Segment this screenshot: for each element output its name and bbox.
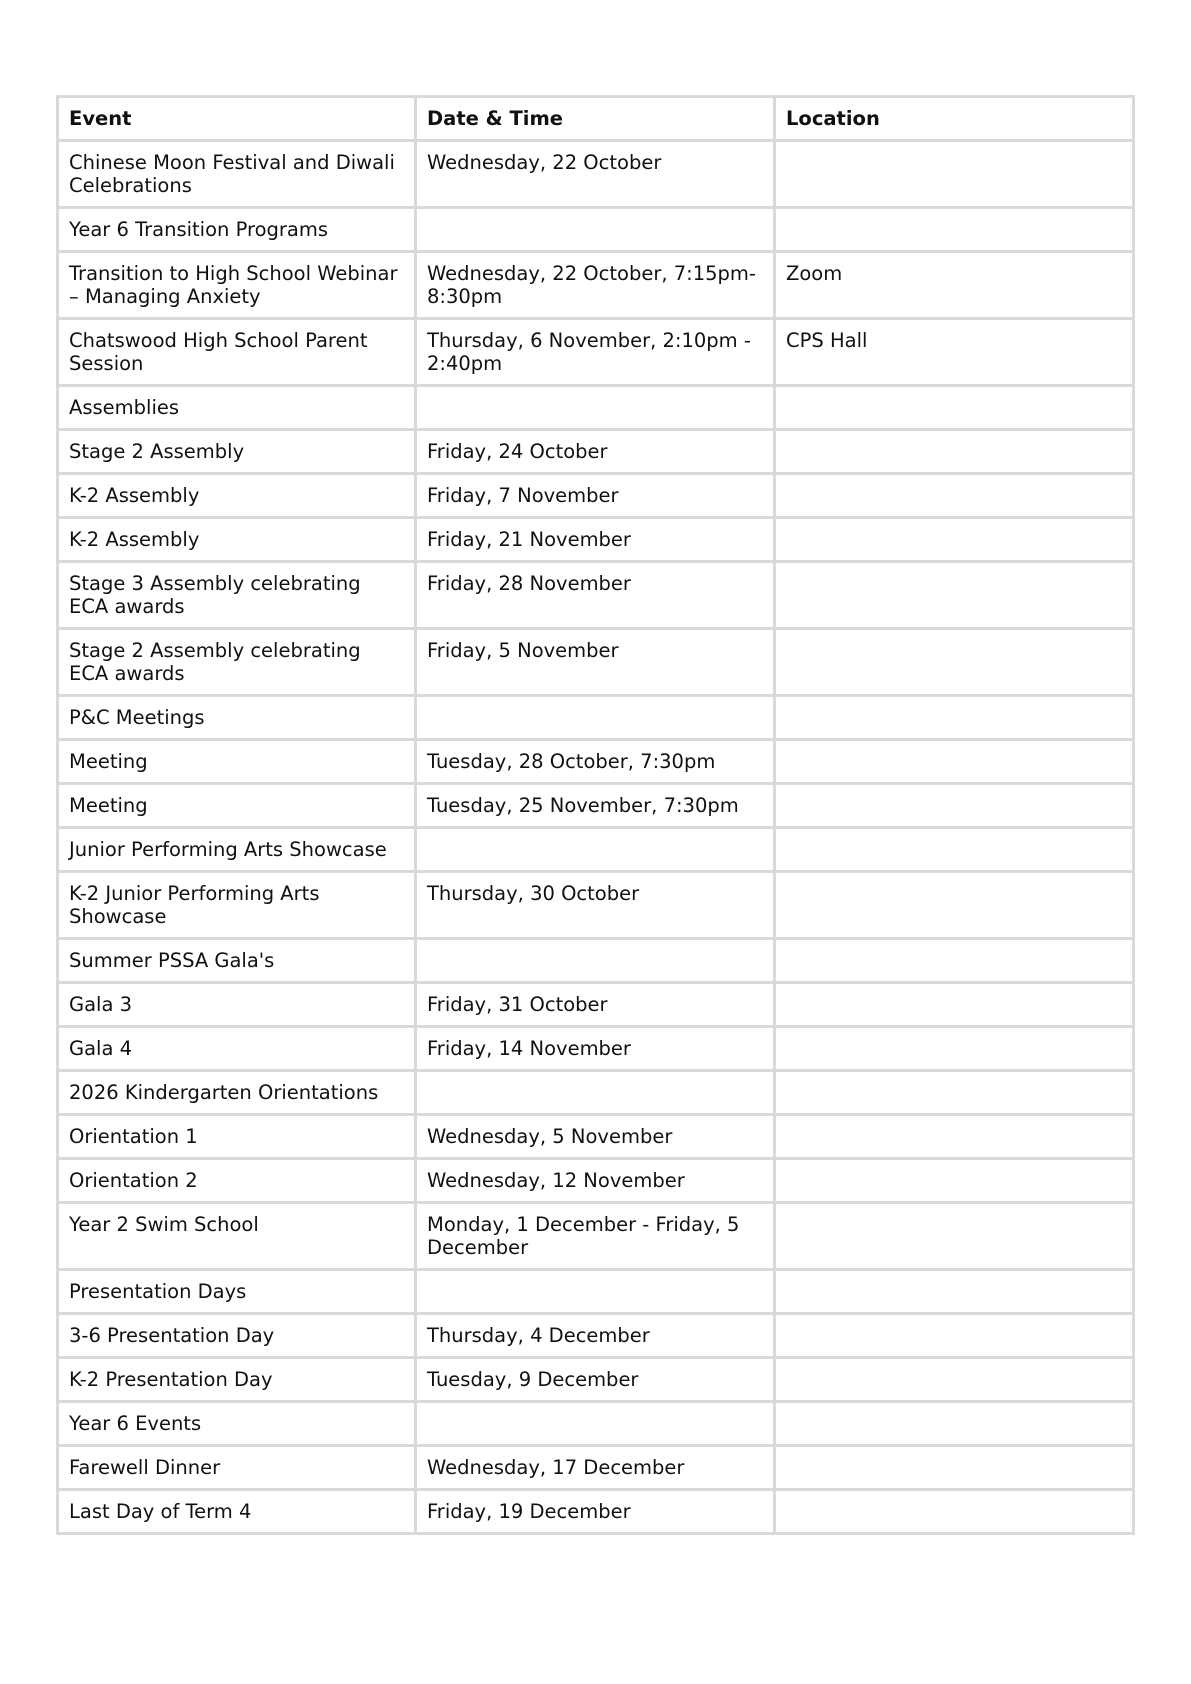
date-time-cell: Friday, 31 October bbox=[416, 983, 775, 1027]
table-row-section-heading bbox=[58, 1270, 1134, 1314]
event-cell: Orientation 1 bbox=[58, 1115, 416, 1159]
location-cell bbox=[775, 386, 1134, 430]
table-row bbox=[58, 1159, 1134, 1203]
table-row bbox=[58, 784, 1134, 828]
location-cell bbox=[775, 1115, 1134, 1159]
table-row bbox=[58, 562, 1134, 629]
event-cell: P&C Meetings bbox=[58, 696, 416, 740]
table-row bbox=[58, 1115, 1134, 1159]
event-cell: Stage 2 Assembly celebrating ECA awards bbox=[58, 629, 416, 696]
table-row bbox=[58, 252, 1134, 319]
event-cell: 3-6 Presentation Day bbox=[58, 1314, 416, 1358]
event-cell: Last Day of Term 4 bbox=[58, 1490, 416, 1534]
location-cell bbox=[775, 1358, 1134, 1402]
column-header-date-time: Date & Time bbox=[416, 97, 775, 141]
location-cell bbox=[775, 784, 1134, 828]
event-cell: Year 6 Transition Programs bbox=[58, 208, 416, 252]
event-cell: Stage 2 Assembly bbox=[58, 430, 416, 474]
date-time-cell: Wednesday, 17 December bbox=[416, 1446, 775, 1490]
table-row bbox=[58, 1446, 1134, 1490]
location-cell bbox=[775, 1446, 1134, 1490]
events-table bbox=[56, 95, 1135, 1535]
event-cell: Gala 4 bbox=[58, 1027, 416, 1071]
event-cell: Chinese Moon Festival and Diwali Celebrations bbox=[58, 141, 416, 208]
table-row bbox=[58, 474, 1134, 518]
location-cell bbox=[775, 1402, 1134, 1446]
date-time-cell bbox=[416, 828, 775, 872]
location-cell bbox=[775, 1203, 1134, 1270]
event-cell: 2026 Kindergarten Orientations bbox=[58, 1071, 416, 1115]
location-cell bbox=[775, 828, 1134, 872]
date-time-cell: Friday, 21 November bbox=[416, 518, 775, 562]
location-cell bbox=[775, 562, 1134, 629]
table-row bbox=[58, 319, 1134, 386]
date-time-cell: Friday, 7 November bbox=[416, 474, 775, 518]
event-cell: Meeting bbox=[58, 784, 416, 828]
event-cell: Year 2 Swim School bbox=[58, 1203, 416, 1270]
event-cell: Presentation Days bbox=[58, 1270, 416, 1314]
date-time-cell: Thursday, 30 October bbox=[416, 872, 775, 939]
table-row-section-heading bbox=[58, 828, 1134, 872]
location-cell bbox=[775, 1490, 1134, 1534]
date-time-cell bbox=[416, 1402, 775, 1446]
location-cell bbox=[775, 696, 1134, 740]
location-cell bbox=[775, 208, 1134, 252]
event-cell: Year 6 Events bbox=[58, 1402, 416, 1446]
date-time-cell: Tuesday, 25 November, 7:30pm bbox=[416, 784, 775, 828]
event-cell: Stage 3 Assembly celebrating ECA awards bbox=[58, 562, 416, 629]
table-row bbox=[58, 1027, 1134, 1071]
date-time-cell bbox=[416, 1071, 775, 1115]
table-row bbox=[58, 518, 1134, 562]
date-time-cell: Thursday, 6 November, 2:10pm - 2:40pm bbox=[416, 319, 775, 386]
date-time-cell: Monday, 1 December - Friday, 5 December bbox=[416, 1203, 775, 1270]
column-header-location: Location bbox=[775, 97, 1134, 141]
event-cell: Junior Performing Arts Showcase bbox=[58, 828, 416, 872]
event-cell: K-2 Assembly bbox=[58, 474, 416, 518]
table-row bbox=[58, 1358, 1134, 1402]
location-cell bbox=[775, 1071, 1134, 1115]
location-cell bbox=[775, 629, 1134, 696]
table-row bbox=[58, 430, 1134, 474]
event-cell: Chatswood High School Parent Session bbox=[58, 319, 416, 386]
table-row bbox=[58, 1314, 1134, 1358]
date-time-cell bbox=[416, 386, 775, 430]
date-time-cell bbox=[416, 1270, 775, 1314]
location-cell bbox=[775, 1270, 1134, 1314]
event-cell: Assemblies bbox=[58, 386, 416, 430]
table-row-section-heading bbox=[58, 1071, 1134, 1115]
date-time-cell: Friday, 19 December bbox=[416, 1490, 775, 1534]
location-cell bbox=[775, 740, 1134, 784]
date-time-cell: Friday, 24 October bbox=[416, 430, 775, 474]
table-row bbox=[58, 983, 1134, 1027]
location-cell bbox=[775, 1314, 1134, 1358]
location-cell bbox=[775, 983, 1134, 1027]
location-cell bbox=[775, 518, 1134, 562]
location-cell bbox=[775, 141, 1134, 208]
location-cell bbox=[775, 474, 1134, 518]
date-time-cell: Tuesday, 28 October, 7:30pm bbox=[416, 740, 775, 784]
date-time-cell bbox=[416, 208, 775, 252]
date-time-cell: Friday, 28 November bbox=[416, 562, 775, 629]
date-time-cell: Thursday, 4 December bbox=[416, 1314, 775, 1358]
event-cell: Transition to High School Webinar – Managing Anxiety bbox=[58, 252, 416, 319]
date-time-cell: Friday, 5 November bbox=[416, 629, 775, 696]
event-cell: Gala 3 bbox=[58, 983, 416, 1027]
table-row bbox=[58, 872, 1134, 939]
table-row bbox=[58, 629, 1134, 696]
event-cell: K-2 Assembly bbox=[58, 518, 416, 562]
date-time-cell: Tuesday, 9 December bbox=[416, 1358, 775, 1402]
table-row-section-heading bbox=[58, 1402, 1134, 1446]
location-cell: Zoom bbox=[775, 252, 1134, 319]
date-time-cell bbox=[416, 696, 775, 740]
table-row-section-heading bbox=[58, 386, 1134, 430]
date-time-cell: Wednesday, 12 November bbox=[416, 1159, 775, 1203]
table-header-row bbox=[58, 97, 1134, 141]
date-time-cell: Wednesday, 5 November bbox=[416, 1115, 775, 1159]
event-cell: Orientation 2 bbox=[58, 1159, 416, 1203]
table-row bbox=[58, 141, 1134, 208]
event-cell: K-2 Junior Performing Arts Showcase bbox=[58, 872, 416, 939]
location-cell bbox=[775, 430, 1134, 474]
column-header-event: Event bbox=[58, 97, 416, 141]
table-row-section-heading bbox=[58, 939, 1134, 983]
location-cell: CPS Hall bbox=[775, 319, 1134, 386]
table-row bbox=[58, 1203, 1134, 1270]
date-time-cell bbox=[416, 939, 775, 983]
location-cell bbox=[775, 1159, 1134, 1203]
table-row bbox=[58, 740, 1134, 784]
events-document bbox=[56, 95, 1132, 1535]
table-row-section-heading bbox=[58, 208, 1134, 252]
table-body bbox=[58, 141, 1134, 1534]
event-cell: K-2 Presentation Day bbox=[58, 1358, 416, 1402]
table-row bbox=[58, 1490, 1134, 1534]
event-cell: Meeting bbox=[58, 740, 416, 784]
event-cell: Farewell Dinner bbox=[58, 1446, 416, 1490]
event-cell: Summer PSSA Gala's bbox=[58, 939, 416, 983]
location-cell bbox=[775, 1027, 1134, 1071]
location-cell bbox=[775, 939, 1134, 983]
date-time-cell: Wednesday, 22 October bbox=[416, 141, 775, 208]
location-cell bbox=[775, 872, 1134, 939]
date-time-cell: Wednesday, 22 October, 7:15pm-8:30pm bbox=[416, 252, 775, 319]
date-time-cell: Friday, 14 November bbox=[416, 1027, 775, 1071]
table-row-section-heading bbox=[58, 696, 1134, 740]
